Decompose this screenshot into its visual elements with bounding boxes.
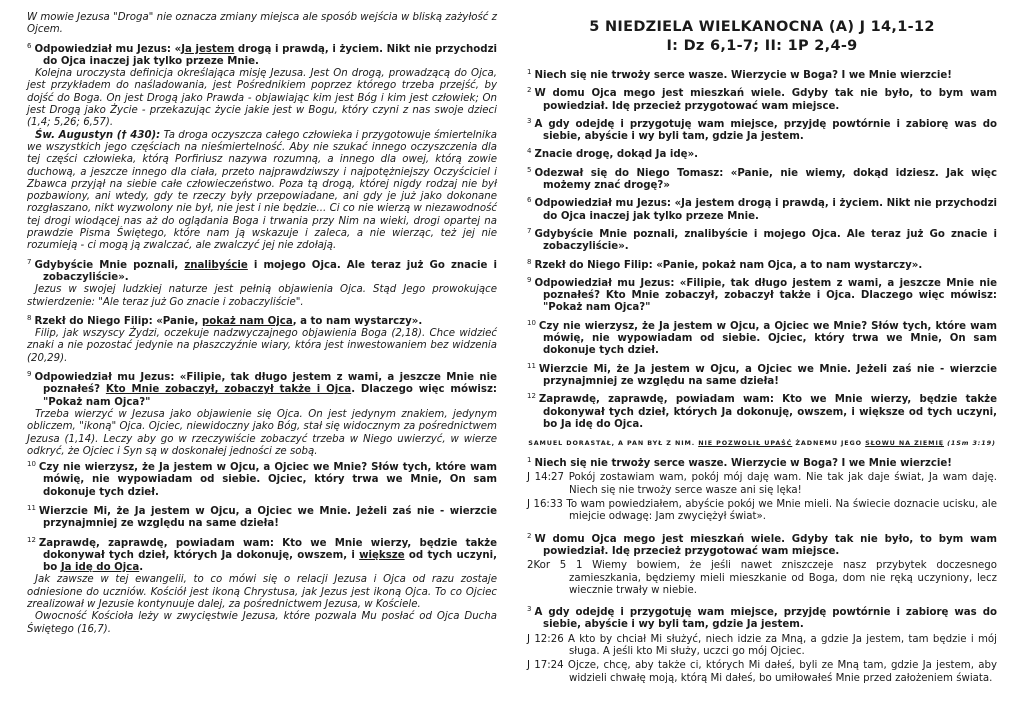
verse-6	[27, 40, 497, 69]
quote-text: Ta droga oczyszcza całego człowieka i przygotowuje śmiertelnika we wszystkich jego częściach na nieśmiertelność. Aby nie szukać innego oczyszczenia dla tej części człowieka, którą Porfiriusz nazywa rozumną, a innego dla owej, którą zowie duchową, a jeszcze innego dla ciała, przeto najprawdziwszy i najpotężniejszy Oczyściciel i Zbawca przyjął na siebie całe człowieczeństwo. Poza tą drogą, której nigdy rodzaj nie był pozbawiony, ani wtedy, gdy te rzeczy były przepowiadane, ani gdy je już jako dokonane rozgłaszano, nikt wyzwolony nie był, nie jest i nie będzie... Ci co nie wierzą w niezawodność tej drogi wiodącej nas aż do oglądania Boga i trwania przy Nim na wieki, drogi opartej na prawdzie Pisma Świętego, które nam ją wskazuje i zaleca, a nie wierząc, też jej nie rozumieją - ci mogą ją zwalczać, ale zwalczyć jej nie zdołają.	[27, 129, 497, 252]
verse-number: 6	[27, 41, 32, 50]
underlined-phrase: NIE POZWOLIŁ UPAŚĆ	[698, 439, 793, 448]
quote-author: Św. Augustyn († 430):	[35, 129, 161, 141]
verse-number: 7	[27, 257, 32, 266]
commentary-paragraph: Owocność Kościoła leży w zwycięstwie Jezusa, które pozwala Mu posłać od Ojca Ducha Świętego (16,7).	[27, 611, 497, 635]
gospel-verse	[527, 164, 997, 193]
verse-text: Niech się nie trwoży serce wasze. Wierzycie w Boga? I we Mnie wierzcie!	[534, 70, 952, 81]
reference-label: J 14:27	[527, 472, 565, 484]
gospel-verse	[527, 194, 997, 223]
verse-number: 11	[27, 503, 36, 512]
augustine-quote	[27, 130, 497, 253]
verse-number: 2	[527, 531, 532, 540]
verse-number: 2	[527, 86, 532, 95]
verse-text: Czy nie wierzysz, że Ja jestem w Ojcu, a Ojciec we Mnie? Słów tych, które wam mówię, nie wypowiadam od siebie. Ojciec, który trwa we Mnie, On sam dokonuje tych dzieł.	[38, 462, 497, 498]
reference-text: Pokój zostawiam wam, pokój mój daję wam. Nie tak jak daje świat, Ja wam daję. Niech się nie trwoży serce wasze ani się lęka!	[568, 472, 997, 496]
verse-11	[27, 502, 497, 531]
gospel-verse	[527, 115, 997, 144]
underlined-phrase: Ja jestem	[181, 43, 235, 55]
reference-label: J 12:26	[527, 633, 564, 645]
verse-text: Gdybyście Mnie poznali, znalibyście i mojego Ojca. Ale teraz już Go znacie i zobaczyliście».	[534, 228, 997, 253]
verse-text: Odpowiedział mu Jezus: «Filipie, tak długo jestem z wami, a jeszcze Mnie nie poznałeś? Kto Mnie zobaczył, zobaczył także i Ojca. Dlaczego więc mówisz: "Pokaż nam Ojca?"	[534, 277, 997, 314]
underlined-phrase: SŁOWU NA ZIEMIĘ	[865, 439, 944, 448]
verse-number: 3	[527, 605, 532, 614]
reference-item	[527, 660, 997, 685]
verse-text: drogą i prawdą, i życiem. Nikt nie przychodzi do Ojca inaczej jak tylko przeze Mnie.	[43, 43, 497, 67]
commentary-paragraph: Kolejna uroczysta definicja określająca misję Jezusa. Jest On drogą, prowadzącą do Ojca, jest przykładem do naśladowania, jest Pośrednikiem poprzez którego trzeba przejść, by dojść do Boga. On jest Drogą jako Prawda - objawiając kim jest Bóg i kim jest człowiek; On jest Drogą jako Życie - przekazując życie jakie jest w Bogu, który czyni z nas swoje dzieci (1,4; 5,26; 6,57).	[27, 68, 497, 129]
verse-number: 6	[527, 196, 532, 205]
verse-text: Zaprawdę, zaprawdę, powiadam wam: Kto we Mnie wierzy, będzie także dokonywał tych dzieł, których Ja dokonuję, owszem, i	[38, 537, 497, 561]
gospel-verse	[527, 66, 997, 82]
study-verse-3	[527, 603, 997, 632]
reference-label: J 16:33	[527, 499, 563, 511]
cross-references	[527, 472, 997, 523]
gospel-verse	[527, 390, 997, 431]
verse-text: , a to nam wystarczy».	[292, 315, 423, 327]
underlined-phrase: pokaż nam Ojca	[201, 315, 293, 327]
verse-12	[27, 534, 497, 575]
verse-7	[27, 256, 497, 285]
gospel-column	[527, 18, 997, 685]
verse-number: 7	[527, 226, 532, 235]
verse-text: Znacie drogę, dokąd Ja idę».	[534, 149, 699, 161]
verse-number: 1	[527, 68, 532, 76]
verse-8	[27, 312, 497, 328]
verse-text: Czy nie wierzysz, że Ja jestem w Ojcu, a Ojciec we Mnie? Słów tych, które wam mówię, nie wypowiadam od siebie. Ojciec, który trwa we Mnie, On sam dokonuje tych dzieł.	[538, 320, 997, 357]
verse-number: 12	[527, 392, 536, 401]
verse-text: A gdy odejdę i przygotuję wam miejsce, przyjdę powtórnie i zabiorę was do siebie, abyście i wy byli tam, gdzie Ja jestem.	[534, 607, 997, 631]
verse-text: Odezwał się do Niego Tomasz: «Panie, nie wiemy, dokąd idziesz. Jak więc możemy znać drogę?»	[534, 167, 997, 192]
reference-text: Ojcze, chcę, aby także ci, których Mi dałeś, byli ze Mną tam, gdzie Ja jestem, aby widzieli chwałę moją, którą Mi dałeś, bo umiłowałeś Mnie przed założeniem świata.	[567, 660, 997, 684]
reference-item	[527, 499, 997, 524]
commentary-column	[27, 12, 497, 636]
reference-item	[527, 560, 997, 597]
verse-text: Rzekł do Niego Filip: «Panie, pokaż nam Ojca, a to nam wystarczy».	[534, 259, 923, 271]
verse-text: W domu Ojca mego jest mieszkań wiele. Gdyby tak nie było, to bym wam powiedział. Idę przecież przygotować wam miejsce.	[534, 88, 997, 112]
verse-number: 3	[527, 116, 532, 125]
gospel-verse	[527, 317, 997, 358]
verse-text: Wierzcie Mi, że Ja jestem w Ojcu, a Ojciec we Mnie. Jeżeli zaś nie - wierzcie przynajmniej ze względu na same dzieła!	[538, 363, 997, 387]
verse-number: 10	[27, 460, 36, 469]
gospel-verse	[527, 360, 997, 389]
verse-text: Zaprawdę, zaprawdę, powiadam wam: Kto we Mnie wierzy, będzie także dokonywał tych dzieł, których Ja dokonuję, owszem, i większe od tych uczyni, bo Ja idę do Ojca.	[538, 394, 997, 430]
verse-number: 8	[527, 257, 532, 266]
verse-number: 5	[527, 165, 532, 174]
quote-reference: (1Sm 3:19)	[943, 439, 996, 448]
verse-text: Gdybyście Mnie poznali,	[34, 259, 185, 271]
gospel-verse	[527, 145, 997, 161]
reference-item	[527, 472, 997, 497]
verse-text: Rzekł do Niego Filip: «Panie,	[34, 315, 202, 327]
commentary-paragraph: Filip, jak wszyscy Żydzi, oczekuje nadzwyczajnego objawienia Boga (2,18). Chce widzieć znaki a nie pozostać jedynie na płaszczyźnie wiary, która jest inwestowaniem bez widzenia (20,29).	[27, 328, 497, 364]
gospel-verse	[527, 274, 997, 315]
gospel-verse	[527, 225, 997, 254]
verse-text: Niech się nie trwoży serce wasze. Wierzycie w Boga? I we Mnie wierzcie!	[534, 458, 952, 470]
commentary-paragraph: Trzeba wierzyć w Jezusa jako objawienie się Ojca. On jest jedynym znakiem, jedynym obliczem, "ikoną" Ojca. Ojciec, niewidoczny jako Bóg, stał się widocznym za pośrednictwem Jezusa (1,14). Leczy aby go w rzeczywiście zobaczyć trzeba w Niego uwierzyć, w wierze odkryć, że Ojciec i Syn są w doskonałej jedności ze sobą.	[27, 408, 497, 457]
reference-text: 1 Wiemy bowiem, że jeśli nawet zniszczeje nasz przybytek doczesnego zamieszkania, będziemy mieli mieszkanie od Boga, dom nie ręką uczyniony, lecz wiecznie trwały w niebie.	[569, 560, 998, 596]
verse-number: 1	[527, 456, 532, 465]
verse-9	[27, 368, 497, 409]
verse-text: A gdy odejdę i przygotuję wam miejsce, przyjdę powtórnie i zabiorę was do siebie, abyście i wy byli tam, gdzie Ja jestem.	[534, 118, 997, 143]
gospel-verses	[527, 66, 997, 431]
readings-subtitle: I: Dz 6,1-7; II: 1P 2,4-9	[666, 38, 858, 54]
reference-label: 2Kor 5	[527, 560, 567, 572]
verse-10	[27, 458, 497, 499]
verse-text: i mojego Ojca. Ale teraz już Go znacie i zobaczyliście».	[43, 259, 497, 283]
verse-text: Odpowiedział mu Jezus: «Filipie, tak długo jestem z wami, a jeszcze Mnie nie poznałeś?	[34, 372, 497, 396]
quote-text: ŻADNEMU JEGO	[792, 439, 866, 448]
gospel-verse	[527, 256, 997, 272]
underlined-phrase: znalibyście	[184, 259, 248, 271]
verse-number: 11	[527, 361, 536, 370]
commentary-paragraph: Jezus w swojej ludzkiej naturze jest pełnią objawienia Ojca. Stąd Jego prowokujące stwierdzenie: "Ale teraz już Go znacie i zobaczyliście".	[27, 284, 497, 308]
cross-references	[527, 634, 997, 685]
reference-text: A kto by chciał Mi służyć, niech idzie za Mną, a gdzie Ja jestem, tam będzie i mój sługa. A jeśli kto Mi służy, uczci go mój Ojciec.	[568, 633, 997, 657]
verse-number: 9	[27, 370, 32, 379]
verse-number: 8	[27, 313, 32, 322]
page-title: 5 NIEDZIELA WIELKANOCNA (A) J 14,1-12	[589, 19, 935, 35]
commentary-paragraph: W mowie Jezusa "Droga" nie oznacza zmiany miejsca ale sposób wejścia w bliską zażyłość z Ojcem.	[27, 12, 497, 36]
reference-text: To wam powiedziałem, abyście pokój we Mnie mieli. Na świecie doznacie ucisku, ale miejcie odwagę: Jam zwyciężył świat».	[566, 499, 997, 523]
verse-text: od tych uczyni, bo	[43, 549, 497, 574]
study-verse-2	[527, 530, 997, 559]
samuel-quote	[527, 439, 997, 447]
verse-number: 12	[27, 535, 36, 544]
cross-references	[527, 560, 997, 597]
verse-number: 10	[527, 318, 536, 327]
commentary-paragraph: Jak zawsze w tej ewangelii, to co mówi się o relacji Jezusa i Ojca od razu zostaje odniesione do uczniów. Kościół jest ikoną Chrystusa, jak Jezus jest ikoną Ojca. To co Ojciec zrealizował w Jezusie kontynuuje dalej, za pośrednictwem Jezusa, w Kościele.	[27, 574, 497, 611]
verse-text: W domu Ojca mego jest mieszkań wiele. Gdyby tak nie było, to bym wam powiedział. Idę przecież przygotować wam miejsce.	[534, 533, 997, 557]
quote-text: SAMUEL DORASTAŁ, A PAN BYŁ Z NIM.	[528, 439, 699, 448]
verse-text: .	[139, 562, 144, 574]
reference-item	[527, 634, 997, 659]
verse-number: 9	[527, 275, 532, 284]
verse-text: . Dlaczego więc mówisz: "Pokaż nam Ojca?"	[43, 384, 497, 408]
verse-text: Odpowiedział mu Jezus: «	[34, 43, 182, 55]
underlined-phrase: Ja idę do Ojca	[60, 562, 140, 574]
underlined-phrase: większe	[359, 549, 405, 561]
underlined-phrase: Kto Mnie zobaczył, zobaczył także i Ojca	[105, 384, 352, 396]
verse-number: 4	[527, 147, 532, 156]
verse-text: Wierzcie Mi, że Ja jestem w Ojcu, a Ojciec we Mnie. Jeżeli zaś nie - wierzcie przynajmniej ze względu na same dzieła!	[38, 505, 497, 530]
study-verse-1	[527, 454, 997, 470]
reference-label: J 17:24	[527, 660, 564, 672]
gospel-verse	[527, 84, 997, 113]
verse-text: Odpowiedział mu Jezus: «Ja jestem drogą i prawdą, i życiem. Nikt nie przychodzi do Ojca inaczej jak tylko przeze Mnie.	[534, 198, 997, 222]
